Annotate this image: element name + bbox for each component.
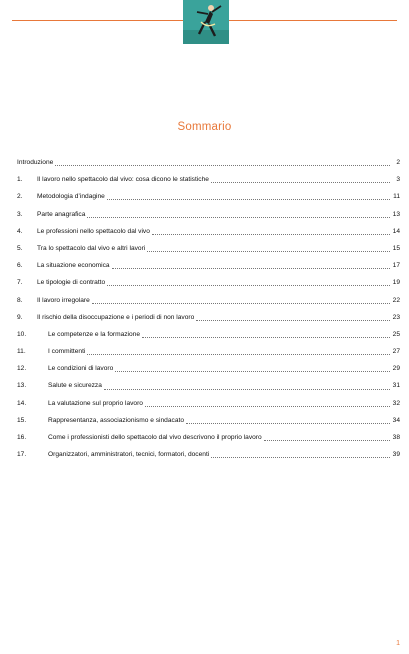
toc-entry-page: 15	[392, 244, 400, 252]
toc-entry-title: Come i professionisti dello spettacolo dal vivo descrivono il proprio lavoro	[48, 434, 262, 441]
toc-dot-leader	[142, 337, 390, 338]
toc-entry[interactable]	[17, 377, 400, 394]
toc-entry-title: Salute e sicurezza	[48, 382, 102, 390]
toc-entry-page: 11	[393, 193, 400, 201]
toc-dot-leader	[115, 371, 390, 372]
toc-entry[interactable]	[17, 223, 400, 240]
toc-entry-page: 14	[392, 227, 400, 235]
toc-entry-number: 5.	[17, 244, 23, 252]
toc-entry-number: 4.	[17, 227, 23, 235]
toc-entry-title: Le condizioni di lavoro	[48, 365, 114, 373]
dancer-icon	[183, 0, 229, 44]
toc-entry[interactable]	[17, 171, 400, 188]
toc-entry-page: 31	[392, 382, 400, 390]
toc-entry[interactable]	[17, 309, 400, 326]
toc-entry-page: 29	[392, 365, 400, 373]
header-rule-right	[229, 20, 397, 21]
toc-entry[interactable]	[17, 343, 400, 360]
toc-dot-leader	[107, 285, 390, 286]
toc-entry-title: Introduzione	[17, 159, 54, 166]
toc-entry[interactable]	[17, 395, 400, 412]
toc-entry-page: 13	[392, 210, 400, 218]
toc-entry-title: Le tipologie di contratto	[37, 279, 106, 287]
toc-entry-title: Rappresentanza, associazionismo e sindacato	[48, 416, 184, 424]
toc-entry[interactable]	[17, 154, 400, 171]
toc-dot-leader	[87, 354, 390, 355]
toc-dot-leader	[211, 182, 390, 183]
toc-entry-number: 11.	[17, 348, 26, 356]
page-number: 1	[396, 640, 400, 647]
toc-entry-title: Il lavoro nello spettacolo dal vivo: cosa dicono le statistiche	[37, 176, 209, 184]
toc-entry-number: 3.	[17, 210, 23, 218]
toc-entry-number: 17.	[17, 451, 27, 459]
toc-entry-number: 7.	[17, 279, 23, 287]
toc-entry-page: 17	[392, 262, 400, 270]
toc-entry[interactable]	[17, 429, 400, 446]
toc-entry-title: Il rischio della disoccupazione e i periodi di non lavoro	[37, 313, 195, 321]
toc-dot-leader	[112, 268, 390, 269]
toc-entry-title: Le competenze e la formazione	[48, 330, 141, 338]
toc-dot-leader	[186, 423, 390, 424]
toc-dot-leader	[264, 440, 390, 441]
toc-dot-leader	[107, 199, 390, 200]
toc-entry-number: 13.	[17, 382, 27, 390]
toc-entry-page: 38	[392, 434, 400, 441]
toc-entry-page: 34	[392, 416, 400, 424]
toc-entry-number: 10.	[17, 330, 27, 338]
toc-dot-leader	[196, 320, 390, 321]
toc-entry-page: 19	[392, 279, 400, 287]
toc-entry-page: 22	[392, 296, 400, 304]
toc-entry[interactable]	[17, 257, 400, 274]
toc-entry[interactable]	[17, 292, 400, 309]
toc-entry-page: 3	[396, 176, 400, 184]
toc-dot-leader	[55, 165, 390, 166]
toc-dot-leader	[152, 234, 390, 235]
toc-entry-number: 8.	[17, 296, 23, 304]
toc-entry-page: 39	[392, 451, 400, 459]
toc-entry[interactable]	[17, 360, 400, 377]
table-of-contents	[17, 154, 400, 463]
toc-entry-page: 25	[392, 330, 400, 338]
toc-entry-page: 27	[392, 348, 400, 356]
toc-entry-number: 14.	[17, 399, 27, 407]
toc-entry-number: 6.	[17, 262, 23, 270]
toc-entry-title: Parte anagrafica	[37, 210, 86, 218]
toc-entry[interactable]	[17, 326, 400, 343]
toc-dot-leader	[87, 217, 390, 218]
header-rule-left	[12, 20, 183, 21]
toc-entry-page: 23	[392, 313, 400, 321]
toc-entry-title: Tra lo spettacolo dal vivo e altri lavori	[37, 244, 146, 252]
toc-entry[interactable]	[17, 446, 400, 463]
toc-entry[interactable]	[17, 240, 400, 257]
toc-entry-page: 32	[392, 399, 400, 407]
toc-entry-title: I committenti	[48, 348, 86, 356]
toc-entry-page: 2	[396, 159, 400, 166]
page-title: Sommario	[177, 121, 232, 133]
toc-entry-title: La valutazione sul proprio lavoro	[48, 399, 143, 407]
toc-entry-number: 16.	[17, 434, 27, 441]
toc-entry-number: 1.	[17, 176, 23, 184]
toc-entry[interactable]	[17, 188, 400, 205]
toc-dot-leader	[211, 457, 390, 458]
toc-dot-leader	[92, 303, 390, 304]
toc-entry-title: La situazione economica	[37, 262, 110, 270]
toc-entry-title: Organizzatori, amministratori, tecnici, formatori, docenti	[48, 451, 210, 459]
toc-dot-leader	[145, 406, 390, 407]
toc-entry[interactable]	[17, 206, 400, 223]
toc-entry[interactable]	[17, 412, 400, 429]
toc-entry-title: Metodologia d’indagine	[37, 193, 105, 201]
toc-entry-number: 15.	[17, 416, 27, 424]
toc-entry-title: Le professioni nello spettacolo dal vivo	[37, 227, 150, 235]
toc-entry-number: 12.	[17, 365, 27, 373]
toc-dot-leader	[147, 251, 390, 252]
toc-dot-leader	[104, 389, 390, 390]
toc-entry-number: 9.	[17, 313, 23, 321]
toc-entry[interactable]	[17, 274, 400, 291]
toc-entry-number: 2.	[17, 193, 23, 201]
toc-entry-title: Il lavoro irregolare	[37, 296, 90, 304]
